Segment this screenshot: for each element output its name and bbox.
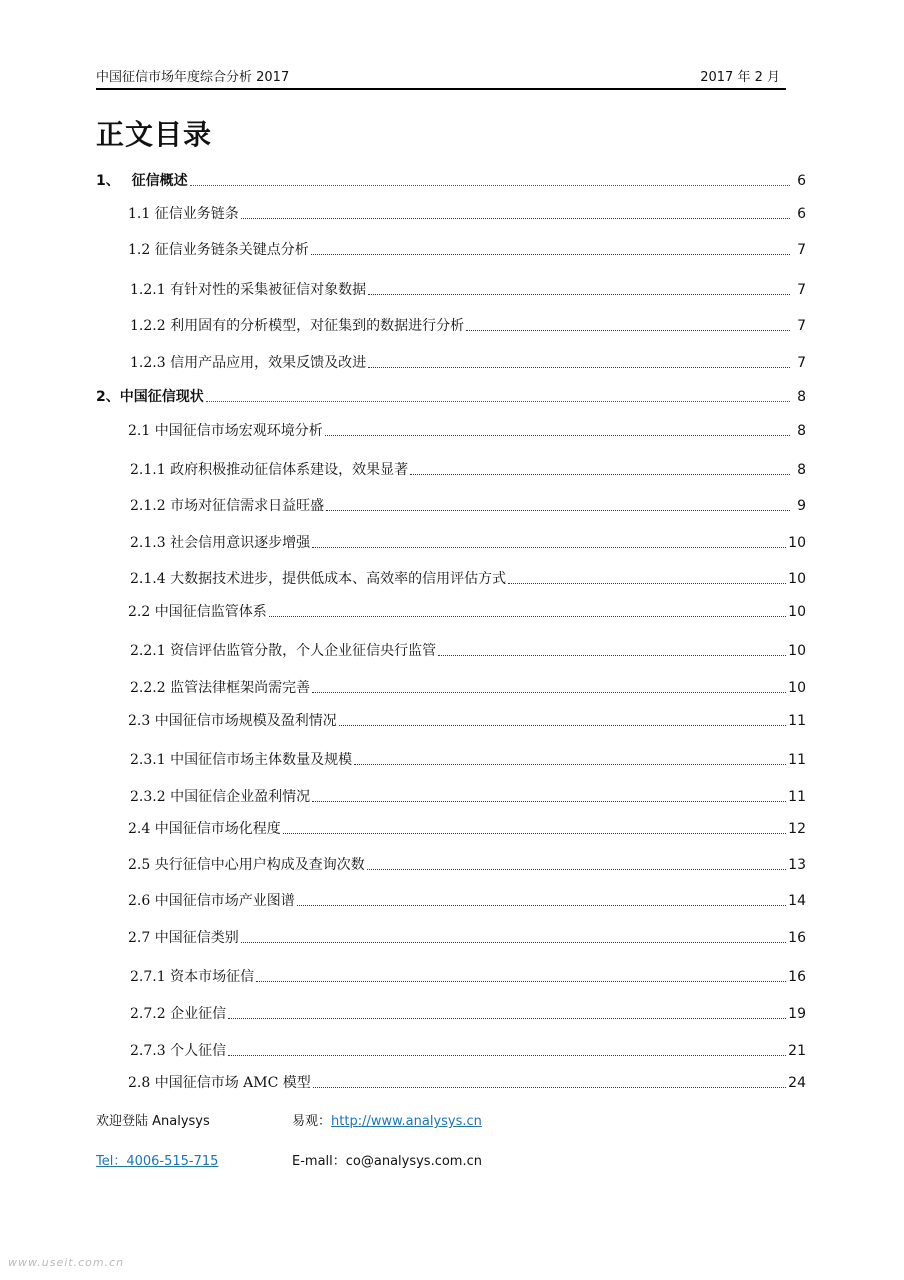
footer-website-label: 易观： — [292, 1114, 332, 1129]
toc-entry[interactable]: 2.3.2 中国征信企业盈利情况 11 — [130, 789, 806, 805]
toc-entry[interactable]: 2.7.3 个人征信 21 — [130, 1043, 806, 1059]
toc-entry[interactable]: 2.7.1 资本市场征信 16 — [130, 969, 806, 985]
footer-tel — [96, 1150, 218, 1169]
toc-entry[interactable]: 2.3 中国征信市场规模及盈利情况 11 — [128, 713, 806, 729]
header-divider — [96, 88, 786, 90]
tel-link[interactable]: Tel：4006-515-715 — [96, 1154, 219, 1169]
toc-entry[interactable]: 1.1 征信业务链条 6 — [128, 206, 806, 222]
toc-entry[interactable]: 2.4 中国征信市场化程度 12 — [128, 821, 806, 837]
toc-entry[interactable]: 2.1 中国征信市场宏观环境分析 8 — [128, 423, 806, 439]
toc-entry[interactable]: 2.8 中国征信市场 AMC 模型 24 — [128, 1075, 806, 1091]
toc-entry[interactable]: 2.2.1 资信评估监管分散，个人企业征信央行监管 10 — [130, 643, 806, 659]
toc-entry[interactable]: 2、中国征信现状 8 — [96, 389, 806, 405]
toc-entry[interactable]: 2.7 中国征信类别 16 — [128, 930, 806, 946]
document-header-title: 中国征信市场年度综合分析 2017 — [96, 70, 290, 85]
footer-website — [292, 1110, 482, 1129]
watermark: www.useit.com.cn — [8, 1256, 125, 1269]
toc-entry[interactable]: 2.1.1 政府积极推动征信体系建设，效果显著 8 — [130, 462, 806, 478]
footer-welcome: 欢迎登陆 Analysys — [96, 1114, 210, 1129]
footer-email: E-mall：co@analysys.com.cn — [292, 1154, 482, 1169]
document-header-date: 2017 年 2 月 — [700, 70, 780, 85]
toc-entry[interactable]: 2.1.2 市场对征信需求日益旺盛 9 — [130, 498, 806, 514]
toc-entry[interactable]: 2.7.2 企业征信 19 — [130, 1006, 806, 1022]
page-title: 正文目录 — [96, 118, 213, 151]
toc-entry[interactable]: 1.2 征信业务链条关键点分析 7 — [128, 242, 806, 258]
toc-entry[interactable]: 2.6 中国征信市场产业图谱 14 — [128, 893, 806, 909]
toc-entry[interactable]: 2.5 央行征信中心用户构成及查询次数 13 — [128, 857, 806, 873]
website-link[interactable]: http://www.analysys.cn — [331, 1114, 482, 1129]
toc-entry[interactable]: 2.3.1 中国征信市场主体数量及规模 11 — [130, 752, 806, 768]
toc-entry[interactable]: 1.2.2 利用固有的分析模型，对征集到的数据进行分析 7 — [130, 318, 806, 334]
toc-entry[interactable]: 2.1.3 社会信用意识逐步增强 10 — [130, 535, 806, 551]
toc-entry[interactable]: 1.2.3 信用产品应用，效果反馈及改进 7 — [130, 355, 806, 371]
toc-entry[interactable]: 2.2.2 监管法律框架尚需完善 10 — [130, 680, 806, 696]
toc-entry[interactable]: 1、 征信概述 6 — [96, 173, 806, 189]
toc-entry[interactable]: 1.2.1 有针对性的采集被征信对象数据 7 — [130, 282, 806, 298]
toc-entry[interactable]: 2.1.4 大数据技术进步，提供低成本、高效率的信用评估方式 10 — [130, 571, 806, 587]
toc-entry[interactable]: 2.2 中国征信监管体系 10 — [128, 604, 806, 620]
